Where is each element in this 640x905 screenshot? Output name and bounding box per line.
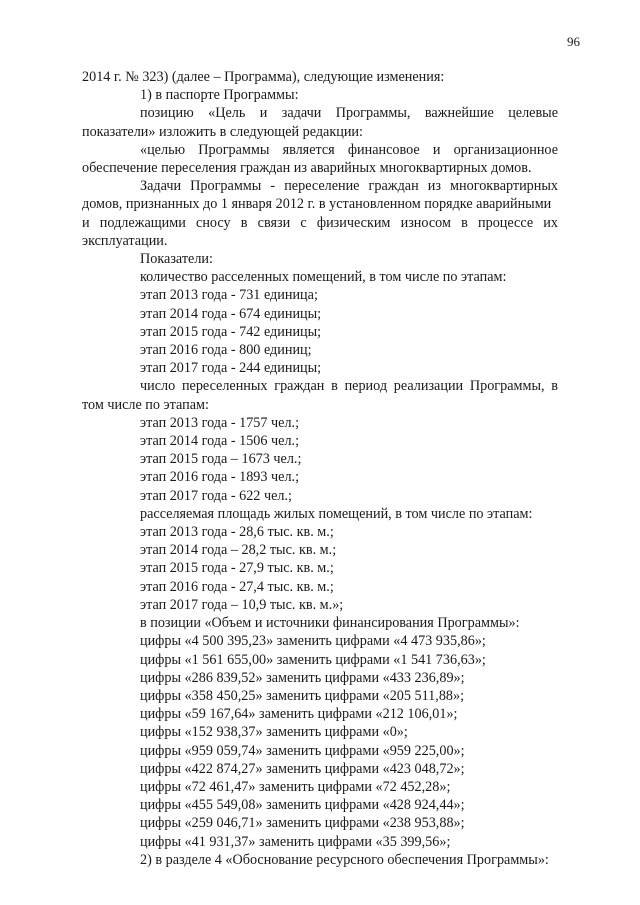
text-line: цифры «152 938,37» заменить цифрами «0»;: [140, 724, 408, 741]
text-line: цифры «422 874,27» заменить цифрами «423 048,72»;: [140, 760, 465, 777]
text-line: этап 2015 года - 742 единицы;: [140, 323, 322, 340]
text-line: цифры «4 500 395,23» заменить цифрами «4 473 935,86»;: [140, 633, 486, 650]
text-line: цифры «959 059,74» заменить цифрами «959 225,00»;: [140, 742, 465, 759]
text-line: 2) в разделе 4 «Обоснование ресурсного обеспечения Программы»:: [140, 851, 549, 868]
page-number: 96: [567, 34, 580, 49]
text-line: этап 2014 года - 1506 чел.;: [140, 433, 300, 450]
text-line: этап 2015 года - 27,9 тыс. кв. м.;: [140, 560, 334, 577]
text-line: этап 2015 года – 1673 чел.;: [140, 451, 302, 468]
text-line: домов, признанных до 1 января 2012 г. в установленном порядке аварийными: [82, 196, 552, 213]
text-line: Задачи Программы - переселение граждан из многоквартирных: [140, 178, 558, 195]
text-line: и подлежащими сносу в связи с физическим износом в процессе их: [82, 214, 558, 231]
text-line: этап 2016 года - 1893 чел.;: [140, 469, 300, 486]
text-line: этап 2017 года – 10,9 тыс. кв. м.»;: [140, 596, 344, 613]
text-line: цифры «286 839,52» заменить цифрами «433 236,89»;: [140, 669, 465, 686]
text-line: цифры «259 046,71» заменить цифрами «238 953,88»;: [140, 815, 465, 832]
text-line: 2014 г. № 323) (далее – Программа), следующие изменения:: [82, 69, 445, 85]
text-line: этап 2013 года - 731 единица;: [140, 287, 318, 304]
text-line: 1) в паспорте Программы:: [140, 87, 299, 104]
text-line: цифры «59 167,64» заменить цифрами «212 106,01»;: [140, 706, 458, 723]
text-line: цифры «358 450,25» заменить цифрами «205 511,88»;: [140, 687, 465, 704]
text-line: расселяемая площадь жилых помещений, в том числе по этапам:: [140, 505, 533, 522]
text-line: количество расселенных помещений, в том числе по этапам:: [140, 269, 507, 286]
text-line: этап 2014 года - 674 единицы;: [140, 305, 322, 322]
text-line: цифры «455 549,08» заменить цифрами «428 924,44»;: [140, 797, 465, 814]
text-line: в позиции «Объем и источники финансирования Программы»:: [140, 615, 520, 632]
text-line: Показатели:: [140, 251, 213, 268]
text-line: позицию «Цель и задачи Программы, важнейшие целевые: [140, 105, 558, 122]
text-line: «целью Программы является финансовое и организационное: [140, 141, 558, 158]
text-line: этап 2014 года – 28,2 тыс. кв. м.;: [140, 542, 337, 559]
text-line: том числе по этапам:: [82, 396, 209, 413]
text-line: этап 2016 года - 27,4 тыс. кв. м.;: [140, 578, 334, 595]
text-line: этап 2017 года - 244 единицы;: [140, 360, 322, 377]
text-line: этап 2017 года - 622 чел.;: [140, 487, 292, 504]
text-line: этап 2013 года - 1757 чел.;: [140, 414, 300, 431]
text-line: цифры «72 461,47» заменить цифрами «72 452,28»;: [140, 778, 451, 795]
text-line: этап 2016 года - 800 единиц;: [140, 342, 312, 359]
document-body: [82, 68, 558, 869]
text-line: обеспечение переселения граждан из аварийных многоквартирных домов.: [82, 160, 532, 177]
text-line: цифры «41 931,37» заменить цифрами «35 399,56»;: [140, 833, 451, 850]
text-line: цифры «1 561 655,00» заменить цифрами «1 541 736,63»;: [140, 651, 486, 668]
text-line: эксплуатации.: [82, 232, 168, 249]
text-line: число переселенных граждан в период реализации Программы, в: [140, 378, 558, 395]
text-line: этап 2013 года - 28,6 тыс. кв. м.;: [140, 524, 334, 541]
text-line: показатели» изложить в следующей редакции:: [82, 123, 363, 140]
